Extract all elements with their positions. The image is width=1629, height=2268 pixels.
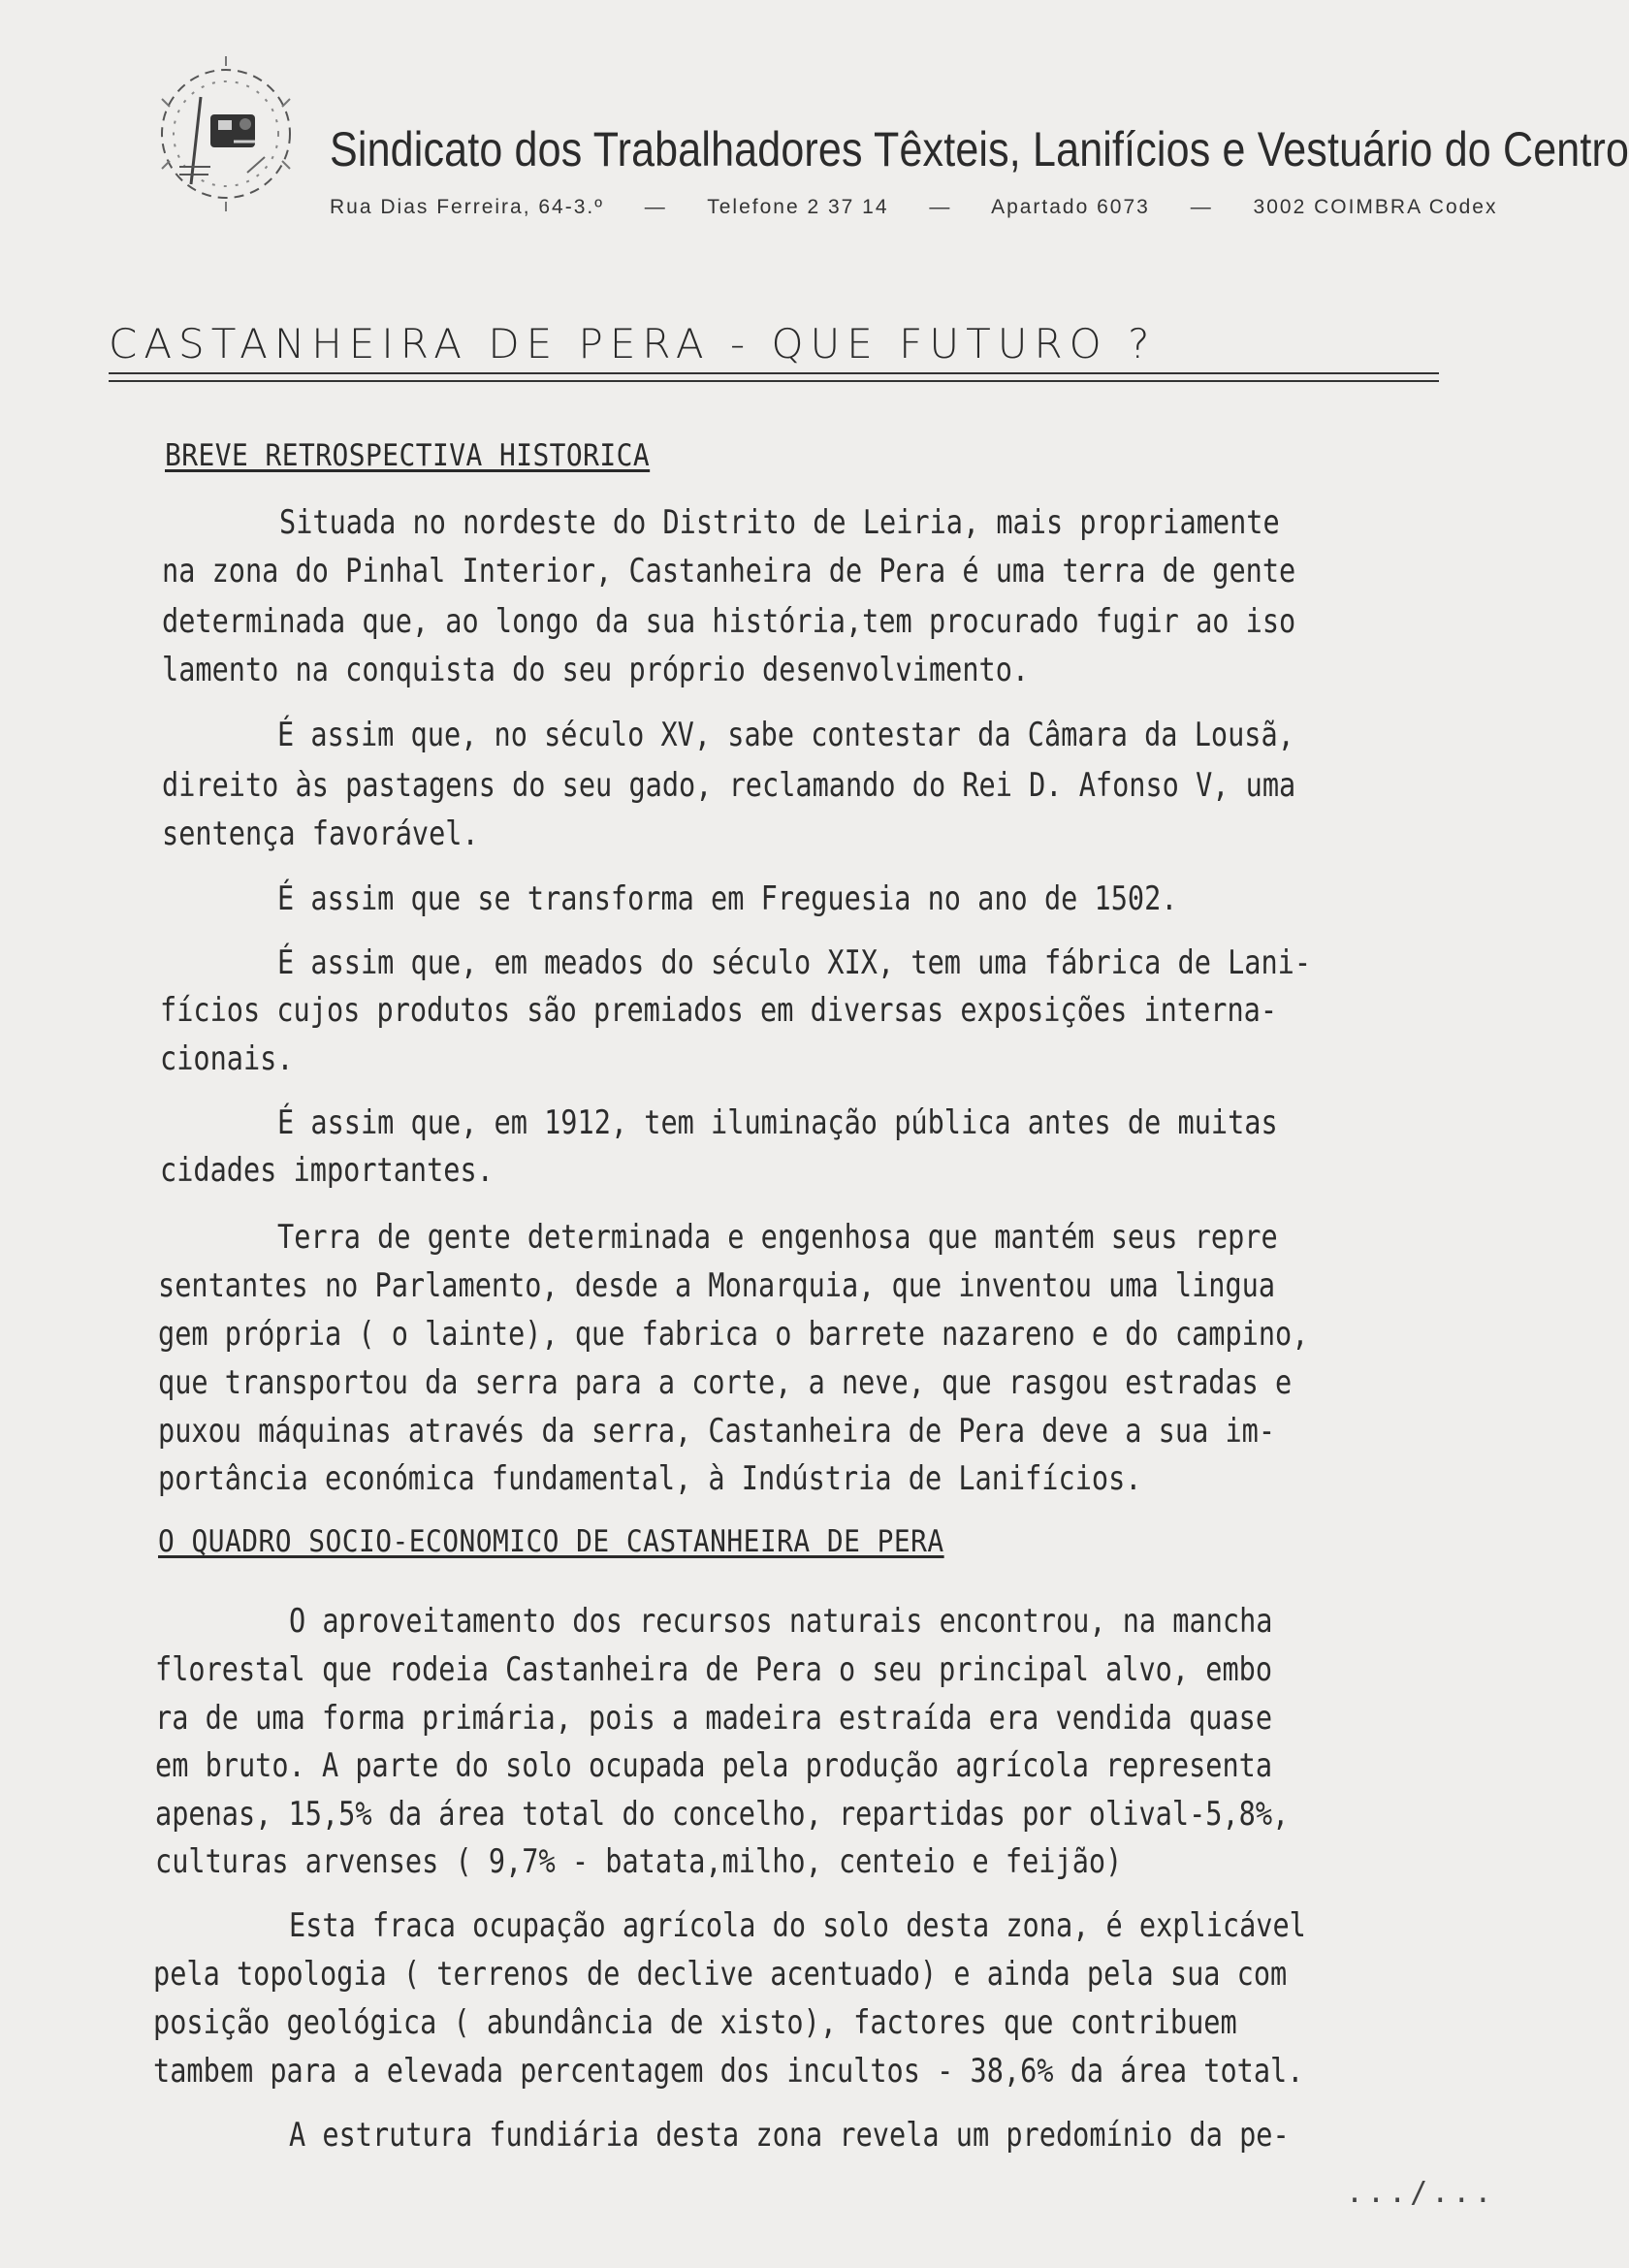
separator: — xyxy=(929,196,952,218)
po-box: Apartado 6073 xyxy=(991,196,1150,218)
text-line: sentença favorável. xyxy=(162,815,479,853)
text-line: sentantes no Parlamento, desde a Monarquia, que inventou uma lingua xyxy=(158,1266,1276,1305)
text-line: É assim que, no século XV, sabe contestar da Câmara da Lousã, xyxy=(277,716,1294,754)
text-line: em bruto. A parte do solo ocupada pela produção agrícola representa xyxy=(155,1746,1273,1785)
text-line: O aproveitamento dos recursos naturais encontrou, na mancha xyxy=(289,1602,1273,1641)
page-continued-mark: .../... xyxy=(1346,2176,1496,2210)
text-line: portância económica fundamental, à Indústria de Lanifícios. xyxy=(158,1459,1142,1498)
separator: — xyxy=(1190,196,1213,218)
organization-address xyxy=(330,196,1530,219)
text-line: posição geológica ( abundância de xisto), factores que contribuem xyxy=(153,2003,1237,2042)
text-line: É assim que, em meados do século XIX, tem uma fábrica de Lani- xyxy=(277,943,1312,982)
letterhead xyxy=(141,48,1629,242)
text-line: gem própria ( o lainte), que fabrica o barrete nazareno e do campino, xyxy=(158,1315,1309,1354)
text-line: puxou máquinas através da serra, Castanheira de Pera deve a sua im- xyxy=(158,1412,1276,1451)
section-heading: O QUADRO SOCIO-ECONOMICO DE CASTANHEIRA DE PERA xyxy=(158,1524,944,1559)
document-title: CASTANHEIRA DE PERA - QUE FUTURO ? xyxy=(109,320,1157,367)
text-line: Esta fraca ocupação agrícola do solo desta zona, é explicável xyxy=(289,1906,1306,1945)
telephone: Telefone 2 37 14 xyxy=(707,196,889,218)
title-underline xyxy=(109,380,1439,382)
text-line: pela topologia ( terrenos de declive acentuado) e ainda pela sua com xyxy=(153,1955,1288,1994)
text-line: É assim que se transforma em Freguesia no ano de 1502. xyxy=(277,879,1178,918)
text-line: que transportou da serra para a corte, a neve, que rasgou estradas e xyxy=(158,1363,1293,1402)
text-line: apenas, 15,5% da área total do concelho, repartidas por olival-5,8%, xyxy=(155,1795,1290,1834)
section-heading: BREVE RETROSPECTIVA HISTORICA xyxy=(165,438,651,473)
text-line: Situada no nordeste do Distrito de Leiria, mais propriamente xyxy=(279,503,1280,542)
text-line: tambem para a elevada percentagem dos incultos - 38,6% da área total. xyxy=(153,2052,1304,2091)
union-logo-icon xyxy=(141,48,310,218)
text-line: culturas arvenses ( 9,7% - batata,milho, centeio e feijão) xyxy=(155,1842,1123,1881)
text-line: cidades importantes. xyxy=(160,1151,494,1190)
text-line: A estrutura fundiária desta zona revela um predomínio da pe- xyxy=(289,2116,1290,2155)
text-line: cionais. xyxy=(160,1039,294,1078)
separator: — xyxy=(644,196,667,218)
text-line: Terra de gente determinada e engenhosa que mantém seus repre xyxy=(277,1218,1278,1257)
street-address: Rua Dias Ferreira, 64-3.º xyxy=(330,196,604,218)
title-underline xyxy=(109,372,1439,374)
text-line: na zona do Pinhal Interior, Castanheira de Pera é uma terra de gente xyxy=(162,552,1296,591)
organization-name: Sindicato dos Trabalhadores Têxteis, Lanifícios e Vestuário do Centro xyxy=(330,122,1629,176)
text-line: determinada que, ao longo da sua história,tem procurado fugir ao iso xyxy=(162,602,1296,641)
text-line: fícios cujos produtos são premiados em diversas exposições interna- xyxy=(160,991,1278,1030)
text-line: direito às pastagens do seu gado, reclamando do Rei D. Afonso V, uma xyxy=(162,766,1296,805)
text-line: ra de uma forma primária, pois a madeira estraída era vendida quase xyxy=(155,1699,1273,1738)
text-line: É assim que, em 1912, tem iluminação pública antes de muitas xyxy=(277,1103,1278,1142)
text-line: florestal que rodeia Castanheira de Pera o seu principal alvo, embo xyxy=(155,1650,1273,1689)
text-line: lamento na conquista do seu próprio desenvolvimento. xyxy=(162,651,1030,689)
postal-city: 3002 COIMBRA Codex xyxy=(1253,196,1498,218)
